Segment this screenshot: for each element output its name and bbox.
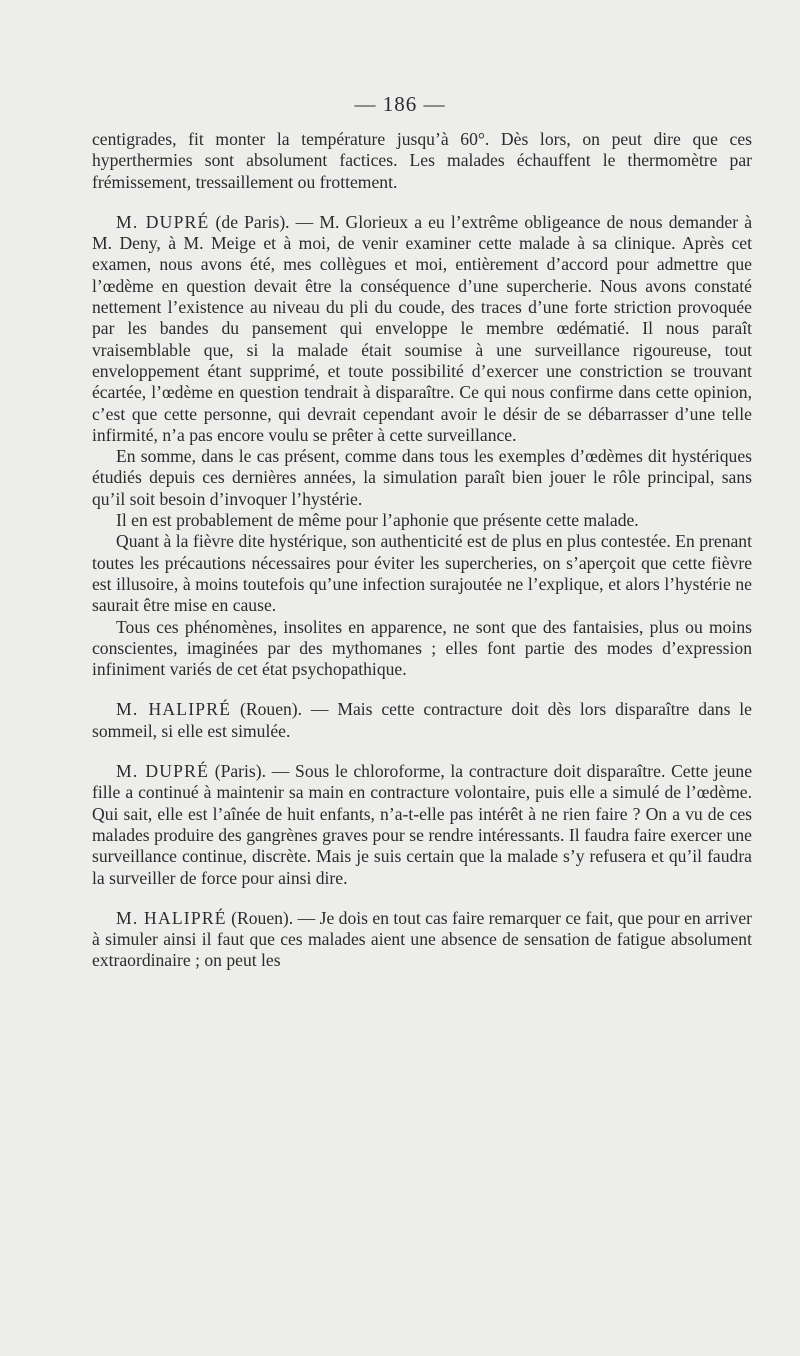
speaker-name: M. HALIPRÉ — [116, 907, 227, 928]
speaker-name: M. DUPRÉ — [116, 761, 210, 782]
paragraph: En somme, dans le cas présent, comme dans tous les exemples d’œdèmes dit hystériques étudiés depuis ces dernières années, la simulation paraît bien jouer le rôle principal, sans qu’il soit besoin d’invoquer l’hystérie. — [92, 446, 752, 509]
paragraph-halipre-1: M. HALIPRÉ (Rouen). — Mais cette contracture doit dès lors disparaître dans le sommeil, si elle est simulée. — [92, 699, 752, 741]
speaker-name: M. HALIPRÉ — [116, 699, 232, 720]
paragraph-dupre-2: M. DUPRÉ (Paris). — Sous le chloroforme, la contracture doit disparaître. Cette jeune fille a continué à maintenir sa main en contracture volontaire, puis elle a simulé de l’œdème. Qui sait, elle est l’aînée de huit enfants, n’a-t-elle pas intérêt à ne rien faire ? On a vu de ces malades produire des gangrènes graves pour se rendre intéressants. Il faudra faire exercer une surveillance continue, discrète. Mais je suis certain que la malade s’y refusera et qu’il faudra la surveiller de force pour ainsi dire. — [92, 761, 753, 888]
paragraph-continuation: centigrades, fit monter la température jusqu’à 60°. Dès lors, on peut dire que ces hyperthermies sont absolument factices. Les malades échauffent le thermomètre par frémissement, tressaillement ou frottement. — [92, 129, 752, 192]
paragraph: Il en est probablement de même pour l’aphonie que présente cette malade. — [116, 510, 639, 531]
page-number: — 186 — — [354, 92, 446, 116]
paragraph-dupre-1: M. DUPRÉ (de Paris). — M. Glorieux a eu l’extrême obligeance de nous demander à M. Deny, à M. Meige et à moi, de venir examiner cette malade à sa clinique. Après cet examen, nous avons été, mes collègues et moi, entièrement d’accord pour admettre que l’œdème en question devait être la conséquence d’une supercherie. Nous avons constaté nettement l’existence au niveau du pli du coude, des traces d’une forte striction provoquée par les bandes du pansement qui enveloppe le membre œdématié. Il nous paraît vraisemblable que, si la malade était soumise à une surveillance rigoureuse, tout enveloppement étant supprimé, et toute possibilité d’exercer une constriction se trouvant écartée, l’œdème en question tendrait à disparaître. Ce qui nous confirme dans cette opinion, c’est que cette personne, qui devrait cependant avoir le désir de se débarrasser d’une telle infirmité, n’a pas encore voulu se prêter à cette surveillance. — [92, 211, 753, 445]
body-text — [92, 129, 752, 972]
paragraph: Quant à la fièvre dite hystérique, son authenticité est de plus en plus contestée. En prenant toutes les précautions nécessaires pour éviter les supercheries, on s’aperçoit que cette fièvre est illusoire, à moins toutefois qu’une infection surajoutée ne l’explique, et alors l’hystérie ne saurait être mise en cause. — [92, 531, 752, 616]
paragraph-halipre-2: M. HALIPRÉ (Rouen). — Je dois en tout cas faire remarquer ce fait, que pour en arriver à simuler ainsi il faut que ces malades aient une absence de sensation de fatigue absolument extraordinaire ; on peut les — [92, 907, 752, 971]
paragraph: Tous ces phénomènes, insolites en apparence, ne sont que des fantaisies, plus ou moins conscientes, imaginées par des mythomanes ; elles font partie des modes d’expression infiniment variés de cet état psychopathique. — [92, 616, 752, 680]
speaker-name: M. DUPRÉ — [116, 211, 210, 232]
